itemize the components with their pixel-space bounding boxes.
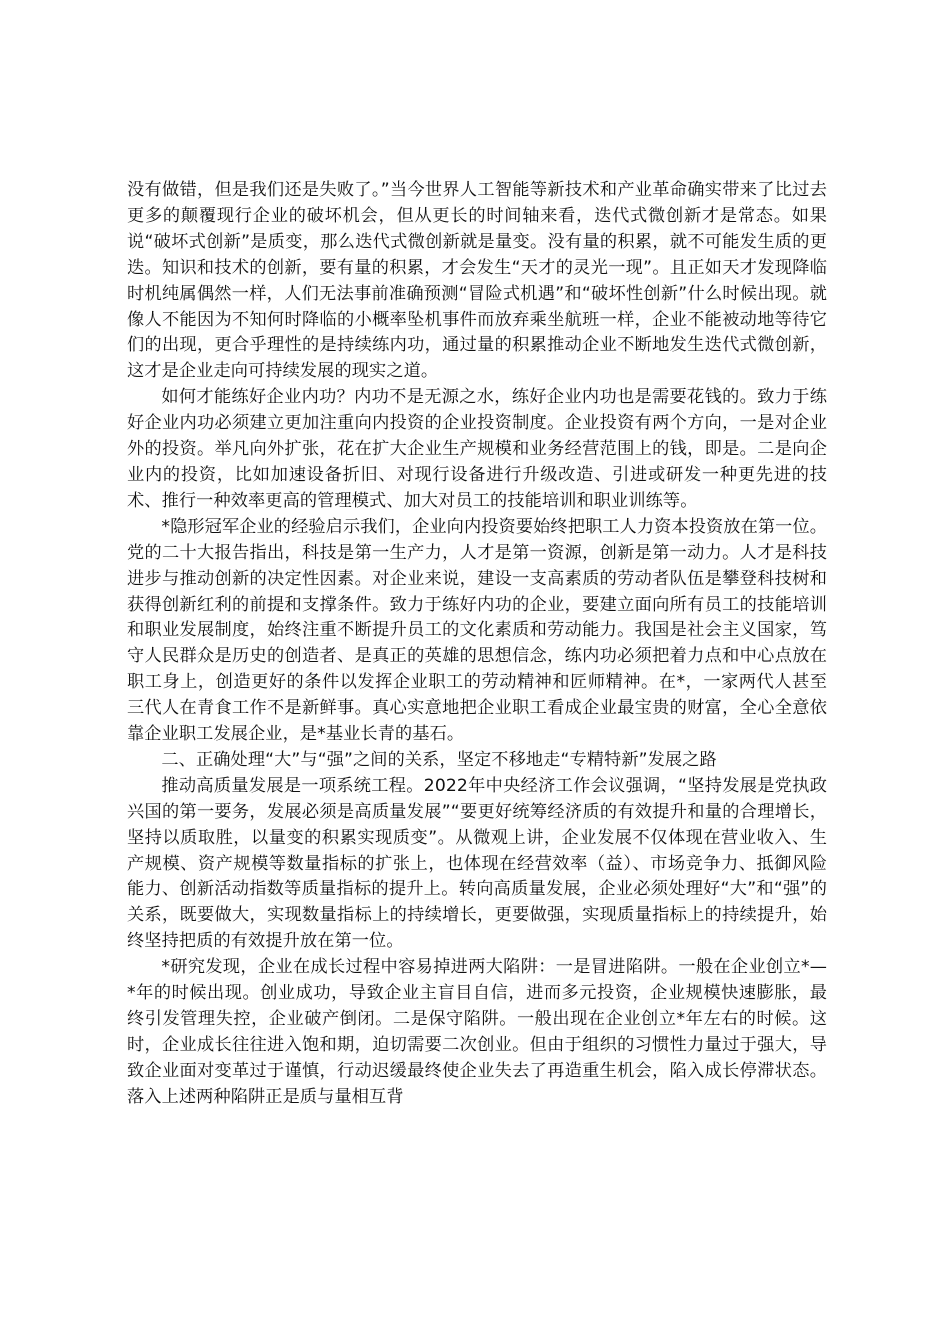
section-heading: 二、正确处理“大”与“强”之间的关系，坚定不移地走“专精特新”发展之路 <box>161 749 717 770</box>
paragraph-internal-investment: 如何才能练好企业内功？内功不是无源之水，练好企业内功也是需要花钱的。致力于练好企业内功必须建立更加注重向内投资的企业投资制度。企业投资有两个方向，一是对企业外的投资。举凡向外扩张，花在扩大企业生产规模和业务经营范围上的钱，即是。二是向企业内的投资，比如加速设备折旧、对现行设备进行升级改造、引进或研发一种更先进的技术、推行一种效率更高的管理模式、加大对员工的技能培训和职业训练等。 <box>127 387 827 511</box>
paragraph-continuation: 没有做错，但是我们还是失败了。”当今世界人工智能等新技术和产业革命确实带来了比过去更多的颠覆现行企业的破坏机会，但从更长的时间轴来看，迭代式微创新才是常态。如果说“破坏式创新”是质变，那么迭代式微创新就是量变。没有量的积累，就不可能发生质的更迭。知识和技术的创新，要有量的积累，才会发生“天才的灵光一现”。且正如天才发现降临时机纯属偶然一样，人们无法事前准确预测“冒险式机遇”和“破坏性创新”什么时候出现。就像人不能因为不知何时降临的小概率坠机事件而放弃乘坐航班一样，企业不能被动地等待它们的出现，更合乎理性的是持续练内功，通过量的积累推动企业不断地发生迭代式微创新，这才是企业走向可持续发展的现实之道。 <box>127 180 827 382</box>
document-body <box>127 178 827 1111</box>
paragraph-growth-traps: *研究发现，企业在成长过程中容易掉进两大陷阱：一是冒进陷阱。一般在企业创立*—*年的时候出现。创业成功，导致企业主盲目自信，进而多元投资，企业规模快速膨胀，最终引发管理失控，企业破产倒闭。二是保守陷阱。一般出现在企业创立*年左右的时候。这时，企业成长往往进入饱和期，迫切需要二次创业。但由于组织的习惯性力量过于强大，导致企业面对变革过于谨慎，行动迟缓最终使企业失去了再造重生机会，陷入成长停滞状态。落入上述两种陷阱正是质与量相互背 <box>127 957 827 1107</box>
paragraph-human-capital: *隐形冠军企业的经验启示我们，企业向内投资要始终把职工人力资本投资放在第一位。党的二十大报告指出，科技是第一生产力，人才是第一资源，创新是第一动力。人才是科技进步与推动创新的决定性因素。对企业来说，建设一支高素质的劳动者队伍是攀登科技树和获得创新红利的前提和支撑条件。致力于练好内功的企业，要建立面向所有员工的技能培训和职业发展制度，始终注重不断提升员工的文化素质和劳动能力。我国是社会主义国家，笃守人民群众是历史的创造者、是真正的英雄的思想信念，练内功必须把着力点和中心点放在职工身上，创造更好的条件以发挥企业职工的劳动精神和匠师精神。在*，一家两代人甚至三代人在青食工作不是新鲜事。真心实意地把企业职工看成企业最宝贵的财富，全心全意依靠企业职工发展企业，是*基业长青的基石。 <box>127 516 828 745</box>
paragraph-high-quality-development: 推动高质量发展是一项系统工程。2022年中央经济工作会议强调，“坚持发展是党执政兴国的第一要务，发展必须是高质量发展”“要更好统筹经济质的有效提升和量的合理增长，坚持以质取胜，以量变的积累实现质变”。从微观上讲，企业发展不仅体现在营业收入、生产规模、资产规模等数量指标的扩张上，也体现在经营效率（益）、市场竞争力、抵御风险能力、创新活动指数等质量指标的提升上。转向高质量发展，企业必须处理好“大”和“强”的关系，既要做大，实现数量指标上的持续增长，更要做强，实现质量指标上的持续提升，始终坚持把质的有效提升放在第一位。 <box>127 775 827 952</box>
